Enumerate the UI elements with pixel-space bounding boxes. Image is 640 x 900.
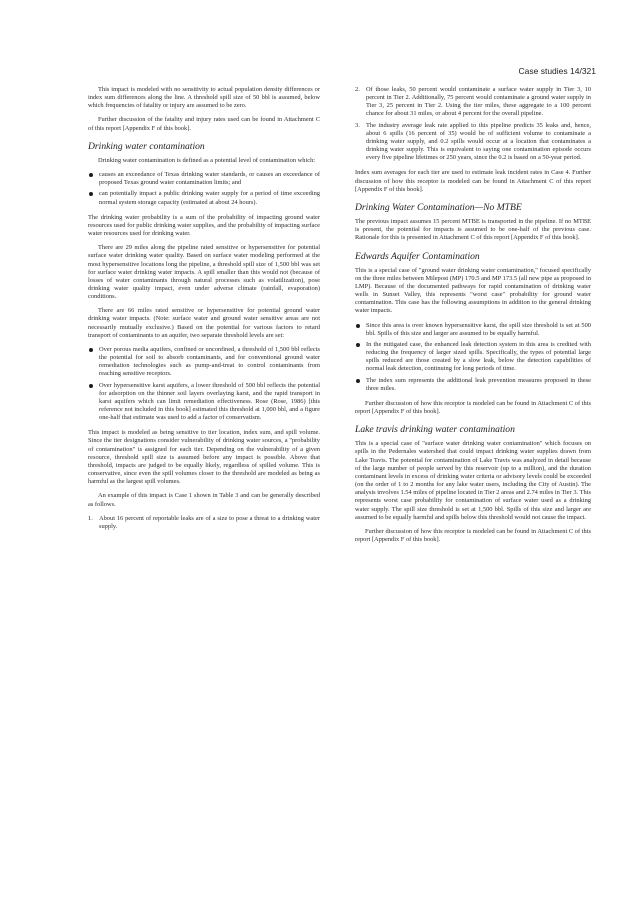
- paragraph: Index sum averages for each tier are used to estimate leak incident rates in Case 4. Further discussion of how this receptor is modeled can be found in Attachment C of this report [Appendix F of this book].: [355, 169, 591, 193]
- running-head: Case studies 14/321: [518, 66, 596, 76]
- list-text: The industry average leak rate applied to this pipeline predicts 35 leaks and, hence, about 6 spills (16 percent of 35) would be of sufficient volume to contaminate a drinking water supply, and 0.2 spills would occur at a location that contaminates a drinking water supply. This is equivalent to saying one contamination episode occurs every five pipeline lifetimes or 250 years, since the 0.2 is based on a 50-year period.: [366, 121, 591, 162]
- bullet-list: [88, 346, 320, 422]
- list-item: [355, 86, 591, 119]
- paragraph: This impact is modeled as being sensitive to tier location, index sum, and spill volume. Since the tier designations consider vulnerability of drinking water sources, a "probability of contamination" is assigned for each tier. Depending on the vulnerability of a given resource, threshold spill size is assumed before any impact is possible. Above that threshold, impacts are judged to be equally likely, regardless of spilled volume. This is conservative, since even the spill volumes closer to the threshold are modeled as being as harmful as the largest spill volumes.: [88, 429, 320, 486]
- paragraph: The drinking water probability is a sum of the probability of impacting ground water resources used for public drinking water supplies, and the probability of impacting surface water resources used for drinking water.: [88, 213, 320, 238]
- paragraph: Further discussion of the fatality and injury rates used can be found in Attachment C of this report [Appendix F of this book].: [88, 116, 320, 132]
- section-heading-no-mtbe: Drinking Water Contamination—No MTBE: [355, 201, 522, 213]
- numbered-list: [355, 86, 591, 162]
- list-item: can potentially impact a public drinking water supply for a period of time exceeding normal system storage capacity (estimated at about 24 hours).: [88, 190, 320, 206]
- list-number: 1.: [88, 514, 93, 522]
- list-number: 2.: [355, 86, 360, 93]
- list-text: About 16 percent of reportable leaks are of a size to pose a threat to a drinking water supply.: [99, 514, 320, 530]
- paragraph: There are 29 miles along the pipeline rated sensitive or hypersensitive for potential surface water drinking water quality. Based on surface water modeling performed at the most hypersensitive locations long the pipeline, a threshold spill size of 1,500 bbl was set for surface water drinking water impacts. A spill smaller than this would not (because of losses of water contaminants through natural processes such as volatilization), pose drinking water quality impact, even under adverse climate (rainfall, evaporation) conditions.: [88, 244, 320, 301]
- paragraph: This impact is modeled with no sensitivity to actual population density differences or index sum differences along the line. A threshold spill size of 50 bbl is assumed, below which frequencies of fatality or injury are assumed to be zero.: [88, 86, 320, 110]
- paragraph: An example of this impact is Case 1 shown in Table 3 and can be generally described as follows.: [88, 492, 320, 508]
- list-number: 3.: [355, 121, 360, 129]
- paragraph: There are 66 miles rated sensitive or hypersensitive for potential ground water drinking water impacts. (Note: surface water and ground water sensitive areas are not necessarily mutually exclusive.) Based on the potential for various factors to retard transport of contaminants to an aquifer, two separate threshold levels are set:: [88, 307, 320, 339]
- list-item: causes an exceedance of Texas drinking water standards, or causes an exceedance of proposed Texas ground water contamination limits; and: [88, 171, 320, 187]
- list-item: Since this area is over known hypersensitive karst, the spill size threshold is set at 500 bbl. Spills of this size and larger are assumed to be equally harmful.: [355, 322, 591, 338]
- list-text: Of those leaks, 50 percent would contaminate a surface water supply in Tier 3, 10 percent in Tier 2. Additionally, 75 percent would contaminate a ground water supply in Tier 3, 25 percent in Tier 2. Using the tier miles, these aggregate to a 100 percent chance for about 31 miles, or about 4 percent for the overall pipeline.: [366, 86, 591, 118]
- paragraph: Further discussion of how this receptor is modeled can be found in Attachment C of this report [Appendix F of this book].: [355, 527, 591, 544]
- list-item: In the mitigated case, the enhanced leak detection system in this area is credited with reducing the frequency of larger sized spills. Specifically, the types of potential large spills reduced are those created by a slow leak, below the detection capabilities of normal leak detection, continuing for long periods of time.: [355, 341, 591, 374]
- list-item: [355, 122, 591, 163]
- bullet-list: [88, 171, 320, 207]
- section-heading-edwards-aquifer: Edwards Aquifer Contamination: [355, 250, 480, 262]
- bullet-list: [355, 322, 591, 393]
- numbered-list: [88, 515, 320, 531]
- left-column: [88, 86, 320, 538]
- paragraph: Drinking water contamination is defined as a potential level of contamination which:: [98, 156, 316, 164]
- list-item: Over porous media aquifers, confined or unconfined, a threshold of 1,500 bbl reflects the potential for soil to absorb contaminants, and for conventional ground water remediation technologies such as pump-and-treat to control contaminants from reaching sensitive receptors.: [88, 346, 320, 379]
- paragraph: Further discussion of how this receptor is modeled can be found in Attachment C of this report [Appendix F of this book].: [355, 399, 591, 415]
- list-item: [88, 515, 320, 531]
- paragraph: This is a special case of "surface water drinking water contamination" which focuses on spills in the Pedernales watershed that could impact drinking water supplies drawn from Lake Travis. The potential for contamination of Lake Travis was analyzed in detail because of the large number of people served by this reservoir (up to a million), and the duration contaminant levels in excess of drinking water criteria or advisory levels could be exceeded (on the order of 1 to 2 months for any lake water users, including the City of Austin). The analysis involves 1.54 miles of pipeline located in Tier 2 areas and 2.74 miles in Tier 3. This represents worst case probability for contamination of surface water used as a drinking water supply. The spill size threshold is set at 1,500 bbl. Spills of this size and larger are assumed to be equally harmful and spills below this threshold would not cause the impact.: [355, 440, 591, 521]
- section-heading-lake-travis: Lake travis drinking water contamination: [355, 424, 515, 436]
- list-item: Over hypersensitive karst aquifers, a lower threshold of 500 bbl reflects the potential for adsorption on the thinner soil layers overlaying karst, and the rapid transport in karst aquifers which can limit remediation effectiveness. Rose (Rose, 1986) [this reference not included in this book] estimated this threshold at 1,000 bbl, and a figure one-half that estimate was used to add a factor of conservatism.: [88, 382, 320, 423]
- right-column: [355, 86, 591, 550]
- paragraph: This is a special case of "ground water drinking water contamination," focused specifically on the three miles between Milepost (MP) 170.5 and MP 173.5 (all new pipe as proposed in LMP). Because of the documented pathways for rapid contamination of drinking water wells in Sunset Valley, this represents "worst case" probability for ground water contamination. This case has the following assumptions in addition to the general drinking water impacts.: [355, 266, 591, 315]
- paragraph: The previous impact assumes 15 percent MTBE is transported in the pipeline. If no MTBE is present, the potential for impacts is assumed to be one-half of the previous case. Rationale for this is presented in Attachment C of this report [Appendix F of this book].: [355, 218, 591, 242]
- section-heading-drinking-water: Drinking water contamination: [88, 140, 205, 152]
- list-item: The index sum represents the additional leak prevention measures proposed in these three miles.: [355, 377, 591, 393]
